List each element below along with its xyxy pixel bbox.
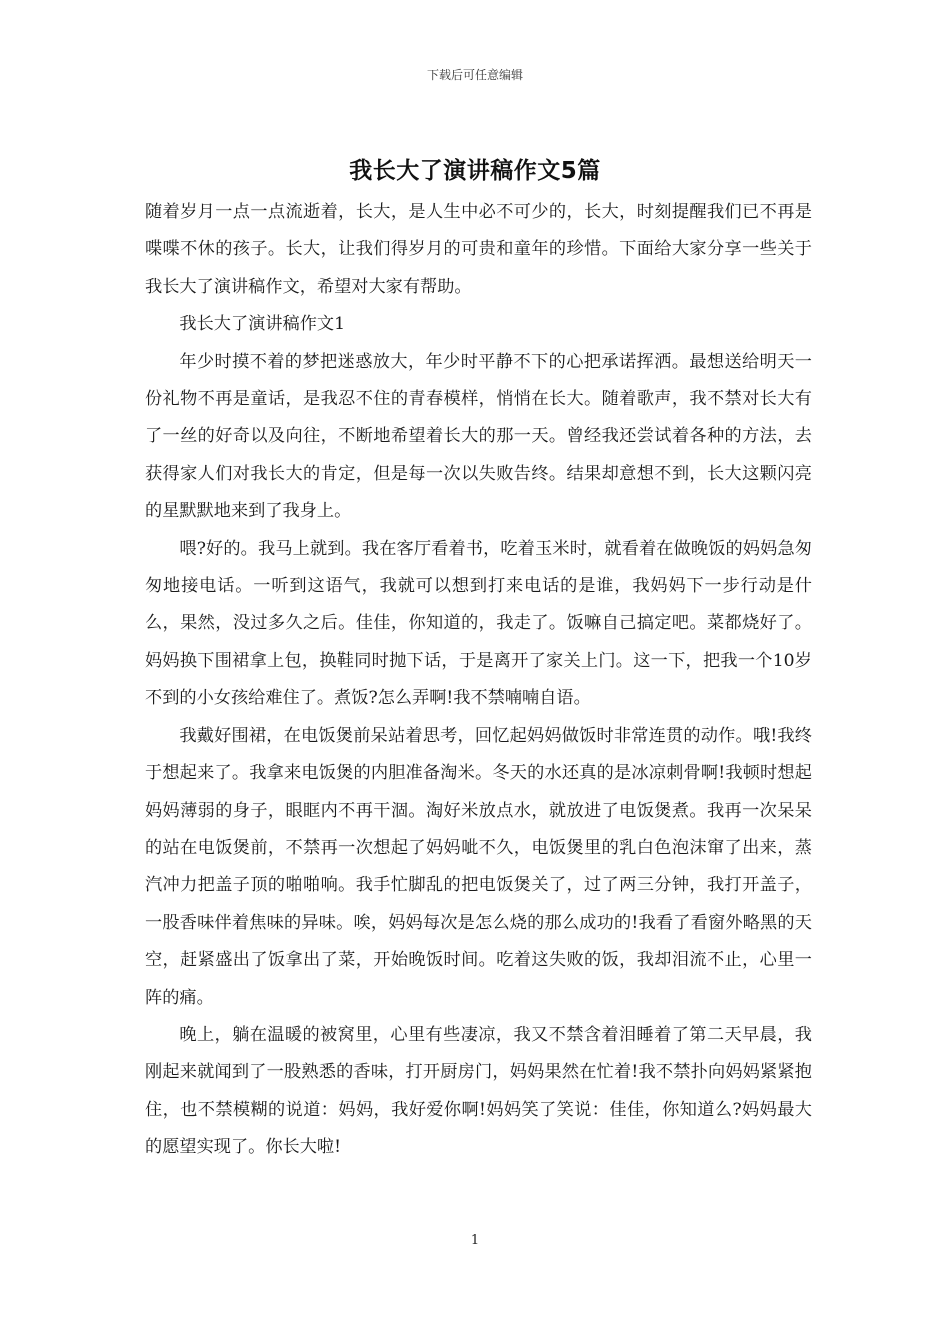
header-note: 下载后可任意编辑 bbox=[426, 68, 523, 82]
body-paragraph: 晚上，躺在温暖的被窝里，心里有些凄凉，我又不禁含着泪睡着了第二天早晨，我刚起来就闻到了一股熟悉的香味，打开厨房门，妈妈果然在忙着!我不禁扑向妈妈紧紧抱住，也不禁模糊的说道：妈妈，我好爱你啊!妈妈笑了笑说：佳佳，你知道么?妈妈最大的愿望实现了。你长大啦! bbox=[145, 1024, 812, 1158]
intro-paragraph: 随着岁月一点一点流逝着，长大，是人生中必不可少的，长大，时刻提醒我们已不再是喋喋不休的孩子。长大，让我们得岁月的可贵和童年的珍惜。下面给大家分享一些关于我长大了演讲稿作文，希望对大家有帮助。 bbox=[145, 202, 812, 297]
body-paragraph: 我戴好围裙，在电饭煲前呆站着思考，回忆起妈妈做饭时非常连贯的动作。哦!我终于想起来了。我拿来电饭煲的内胆准备淘米。冬天的水还真的是冰凉刺骨啊!我顿时想起妈妈薄弱的身子，眼眶内不再干涸。淘好米放点水，就放进了电饭煲煮。我再一次呆呆的站在电饭煲前，不禁再一次想起了妈妈呲不久，电饭煲里的乳白色泡沫窜了出来，蒸汽冲力把盖子顶的啪啪响。我手忙脚乱的把电饭煲关了，过了两三分钟，我打开盖子，一股香味伴着焦味的异味。唉，妈妈每次是怎么烧的那么成功的!我看了看窗外略黑的天空，赶紧盛出了饭拿出了菜，开始晚饭时间。吃着这失败的饭，我却泪流不止，心里一阵的痛。 bbox=[145, 725, 812, 1008]
page-number: 1 bbox=[470, 1233, 480, 1248]
document-body bbox=[145, 194, 812, 1167]
body-paragraph: 年少时摸不着的梦把迷惑放大，年少时平静不下的心把承诺挥洒。最想送给明天一份礼物不再是童话，是我忍不住的青春模样，悄悄在长大。随着歌声，我不禁对长大有了一丝的好奇以及向往，不断地希望着长大的那一天。曾经我还尝试着各种的方法，去获得家人们对我长大的肯定，但是每一次以失败告终。结果却意想不到，长大这颗闪亮的星默默地来到了我身上。 bbox=[145, 351, 812, 522]
document-title: 我长大了演讲稿作文5篇 bbox=[349, 158, 601, 184]
section-heading: 我长大了演讲稿作文1 bbox=[179, 314, 346, 335]
body-paragraph: 喂?好的。我马上就到。我在客厅看着书，吃着玉米时，就看着在做晚饭的妈妈急匆匆地接电话。一听到这语气，我就可以想到打来电话的是谁，我妈妈下一步行动是什么，果然，没过多久之后。佳佳，你知道的，我走了。饭嘛自己搞定吧。菜都烧好了。妈妈换下围裙拿上包，换鞋同时抛下话，于是离开了家关上门。这一下，把我一个10岁不到的小女孩给难住了。煮饭?怎么弄啊!我不禁喃喃自语。 bbox=[145, 538, 812, 709]
